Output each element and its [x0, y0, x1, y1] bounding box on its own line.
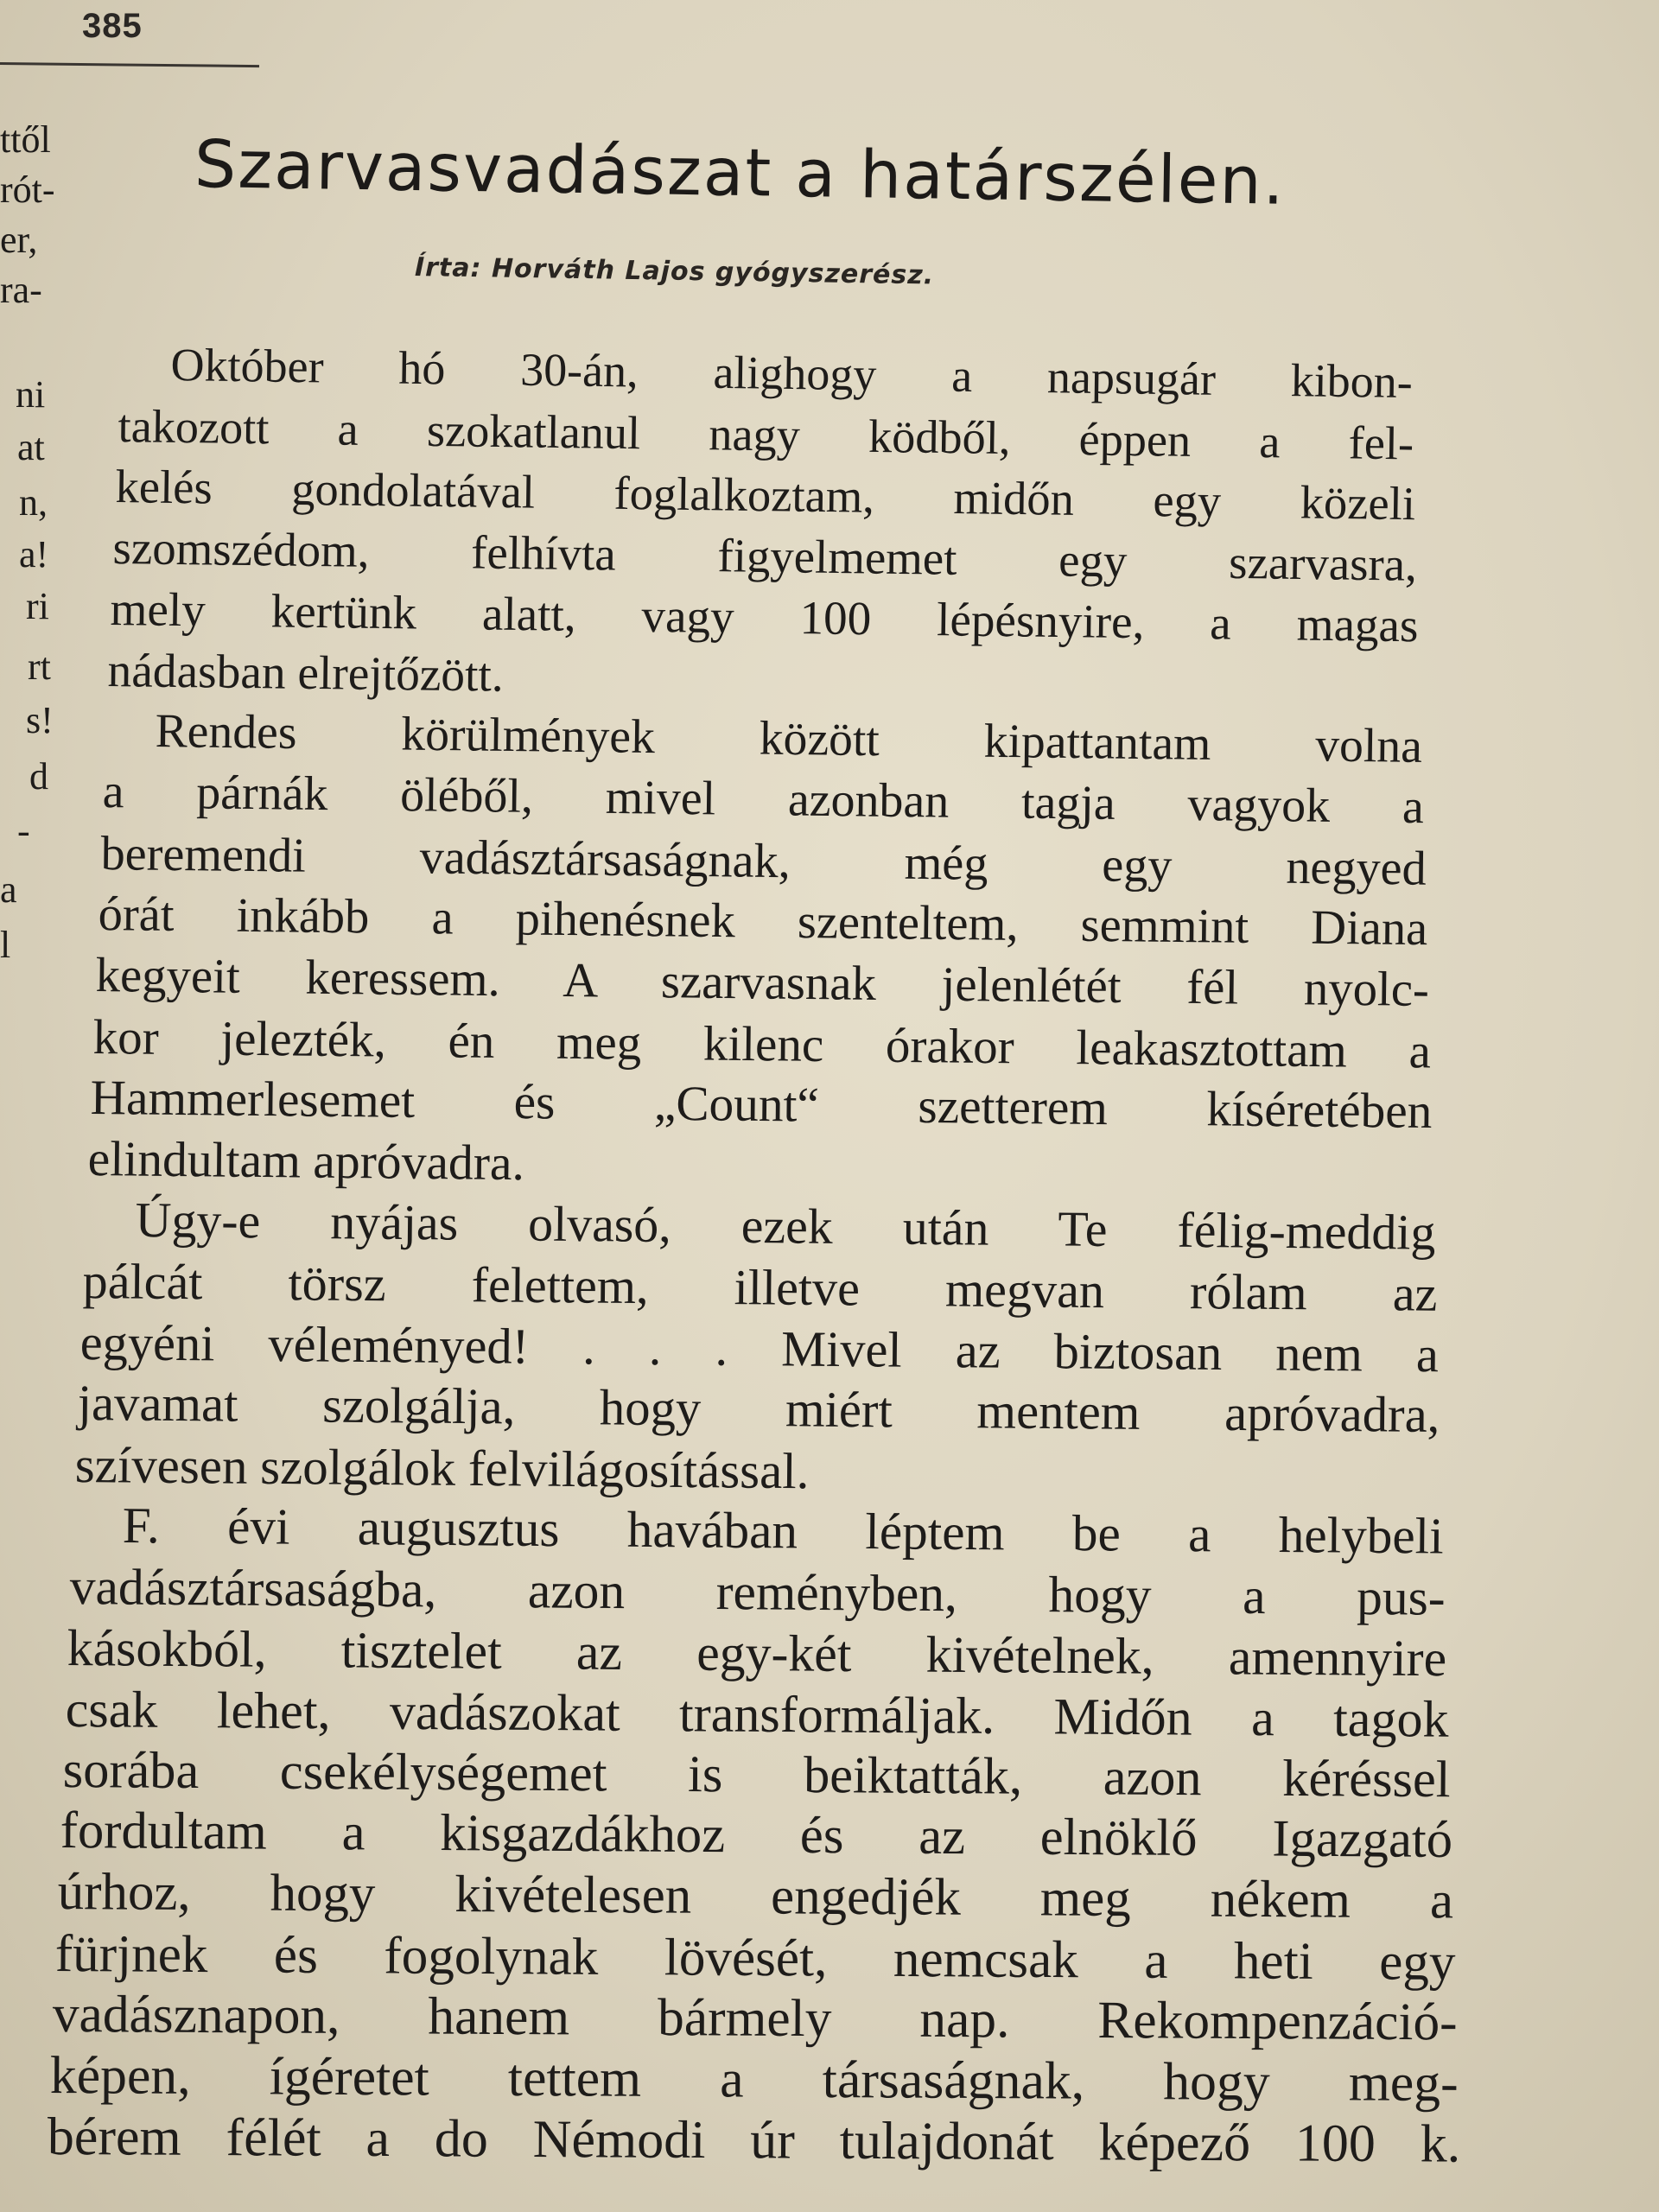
text-line: Október hó 30-án, alighogy a napsugár kibon- — [170, 339, 1414, 409]
margin-fragment: ni — [16, 373, 46, 416]
margin-fragment: - — [17, 810, 30, 852]
text-line: kelés gondolatával foglalkoztam, midőn egy közeli — [115, 460, 1416, 531]
text-line: képen, ígéretet tettem a társaságnak, hogy meg- — [49, 2045, 1459, 2113]
text-line: mely kertünk alatt, vagy 100 lépésnyire, a magas — [110, 582, 1420, 652]
text-line: Rendes körülmények között kipattantam volna — [155, 703, 1423, 773]
text-line: a párnák öléből, mivel azonban tagja vagyok a — [102, 765, 1425, 835]
text-line: szívesen szolgálok felvilágosítással. — [74, 1435, 810, 1500]
article-title: Szarvasvadászat a határszélen. — [194, 125, 1287, 219]
text-line: javamat szolgálja, hogy miért mentem apróvadra, — [77, 1375, 1440, 1444]
text-line: Úgy-e nyájas olvasó, ezek után Te félig-meddig — [135, 1192, 1436, 1262]
margin-fragment: a — [0, 868, 17, 911]
text-line: bérem félét a do Némodi úr tulajdonát képező 100 k. — [47, 2107, 1461, 2174]
margin-fragment: rót- — [0, 168, 55, 211]
text-line: fordultam a kisgazdákhoz és az elnöklő Igazgató — [60, 1802, 1452, 1870]
text-line: sorába csekélységemet is beiktatták, azon kéréssel — [62, 1740, 1451, 1809]
margin-fragment: ttől — [0, 118, 51, 161]
text-line: kegyeit keressem. A szarvasnak jelenlétét fél nyolc- — [95, 948, 1429, 1017]
text-line: szomszédom, felhívta figyelmemet egy szarvasra, — [112, 520, 1418, 591]
text-line: vadásztársaságba, azon reményben, hogy a pus- — [69, 1558, 1446, 1626]
margin-fragment: l — [0, 924, 11, 966]
text-line: pálcát törsz felettem, illetve megvan rólam az — [82, 1253, 1438, 1322]
text-line: órát inkább a pihenésnek szenteltem, semmint Diana — [97, 887, 1428, 957]
text-line: egyéni véleményed! . . . Mivel az biztosan nem a — [79, 1313, 1440, 1382]
text-line: Hammerlesemet és „Count“ szetterem kíséretében — [90, 1071, 1433, 1140]
text-line: F. évi augusztus havában léptem be a helybeli — [122, 1497, 1445, 1565]
margin-fragment: at — [17, 426, 45, 468]
text-line: beremendi vadásztársaságnak, még egy negyed — [99, 826, 1427, 896]
text-line: kor jelezték, én meg kilenc órakor leakasztottam a — [92, 1009, 1431, 1079]
text-line: elindultam apróvadra. — [87, 1131, 525, 1191]
margin-fragment: rt — [28, 645, 51, 688]
margin-fragment: ri — [26, 585, 49, 627]
text-line: nádasban elrejtőzött. — [107, 644, 505, 702]
text-line: fürjnek és fogolynak lövését, nemcsak a heti egy — [54, 1923, 1456, 1992]
text-line: kásokból, tisztelet az egy-két kivételnek, amennyire — [67, 1618, 1447, 1687]
margin-fragment: n, — [19, 481, 48, 524]
margin-fragment: ra- — [0, 269, 42, 311]
text-line: úrhoz, hogy kivételesen engedjék meg nékem a — [57, 1863, 1453, 1930]
margin-fragment: d — [29, 755, 48, 798]
page-number: 385 — [82, 7, 143, 45]
text-line: csak lehet, vadászokat transformáljak. Midőn a tagok — [65, 1680, 1449, 1748]
text-line: vadásznapon, hanem bármely nap. Rekompenzáció- — [52, 1985, 1458, 2052]
margin-fragment: s! — [26, 699, 54, 741]
margin-fragment: a! — [19, 533, 49, 575]
margin-fragment: er, — [0, 219, 38, 261]
article-byline: Írta: Horváth Lajos gyógyszerész. — [414, 252, 935, 291]
text-line: takozott a szokatlanul nagy ködből, éppen a fel- — [118, 399, 1414, 470]
